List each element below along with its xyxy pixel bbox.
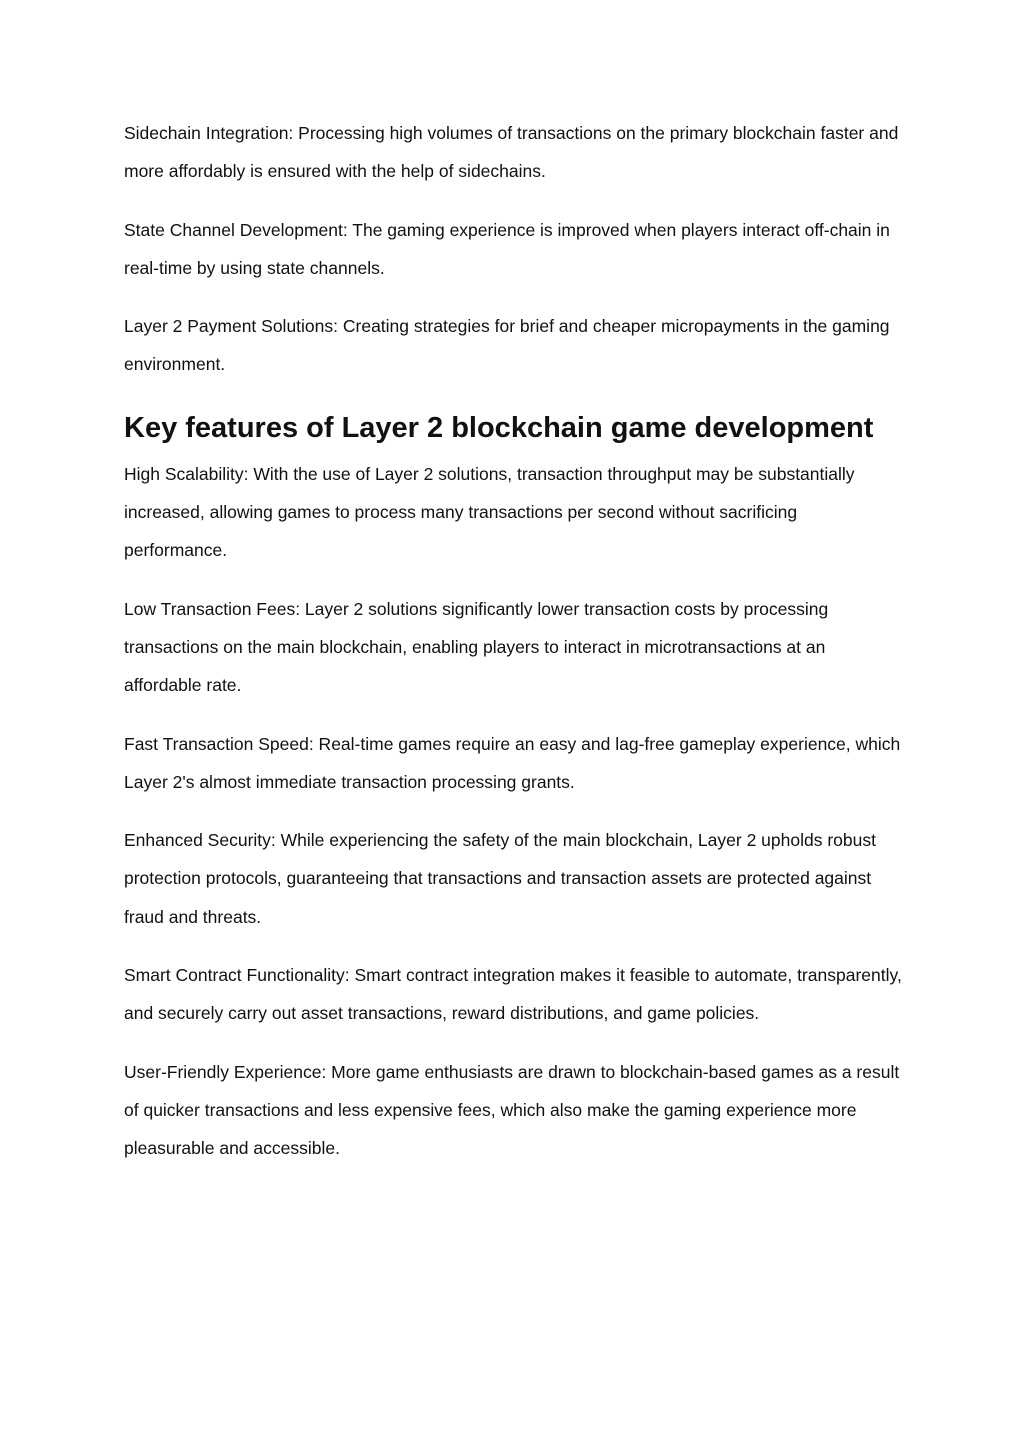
- paragraph-smart-contract-functionality: Smart Contract Functionality: Smart contract integration makes it feasible to automate, transparently, and securely carry out asset transactions, reward distributions, and game policies.: [124, 965, 902, 1024]
- document-page: [124, 114, 904, 1188]
- paragraph-state-channel-development: State Channel Development: The gaming experience is improved when players interact off-chain in real-time by using state channels.: [124, 219, 890, 278]
- paragraph-fast-transaction-speed: Fast Transaction Speed: Real-time games require an easy and lag-free gameplay experience, which Layer 2's almost immediate transaction processing grants.: [124, 733, 901, 792]
- paragraph-sidechain-integration: Sidechain Integration: Processing high volumes of transactions on the primary blockchain faster and more affordably is ensured with the help of sidechains.: [124, 123, 899, 182]
- paragraph-high-scalability: High Scalability: With the use of Layer 2 solutions, transaction throughput may be substantially increased, allowing games to process many transactions per second without sacrificing performance.: [124, 463, 855, 561]
- paragraph-user-friendly-experience: User-Friendly Experience: More game enthusiasts are drawn to blockchain-based games as a result of quicker transactions and less expensive fees, which also make the gaming experience more pleasurable and accessible.: [124, 1061, 900, 1159]
- paragraph-layer2-payment-solutions: Layer 2 Payment Solutions: Creating strategies for brief and cheaper micropayments in the gaming environment.: [124, 316, 890, 375]
- section-heading: Key features of Layer 2 blockchain game development: [124, 411, 874, 444]
- paragraph-low-transaction-fees: Low Transaction Fees: Layer 2 solutions significantly lower transaction costs by processing transactions on the main blockchain, enabling players to interact in microtransactions at an affordable rate.: [124, 598, 829, 696]
- paragraph-enhanced-security: Enhanced Security: While experiencing the safety of the main blockchain, Layer 2 upholds robust protection protocols, guaranteeing that transactions and transaction assets are protected against fraud and threats.: [124, 830, 876, 927]
